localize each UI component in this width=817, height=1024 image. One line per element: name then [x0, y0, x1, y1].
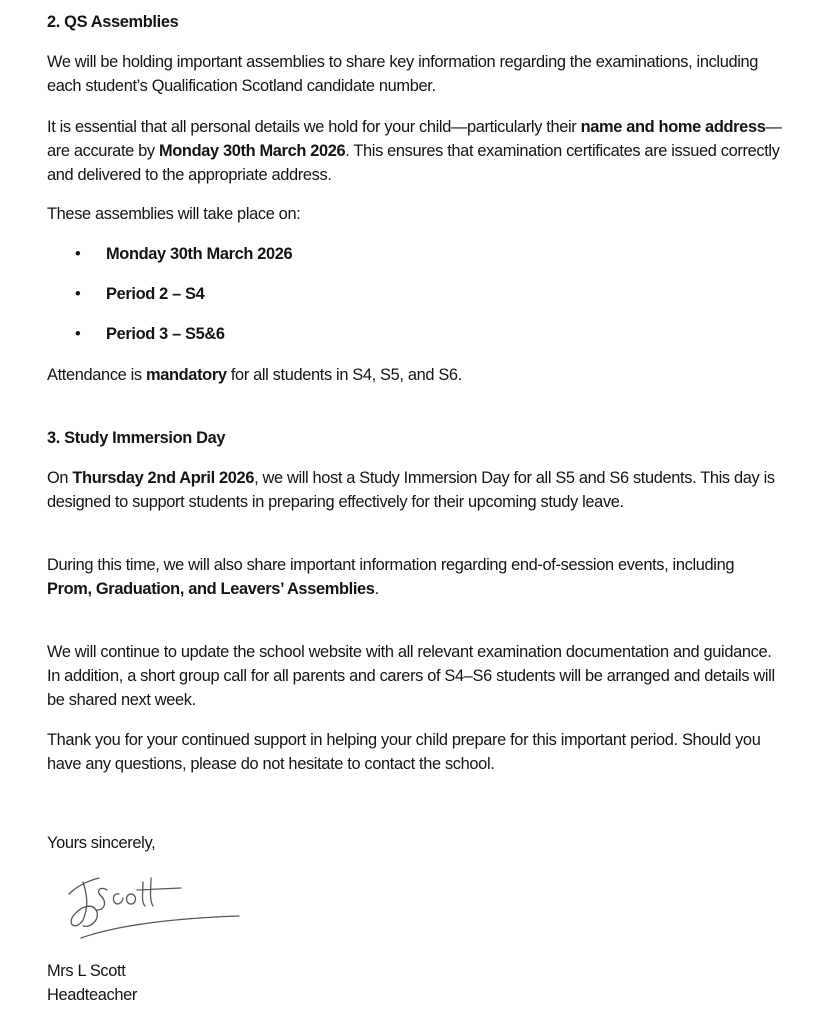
bold-events: Prom, Graduation, and Leavers’ Assemblies: [47, 580, 375, 598]
thank-you-paragraph: Thank you for your continued support in helping your child prepare for this important period. Should you have any questions, please do not hesitate to contact the school.: [47, 731, 761, 773]
qs-attendance-paragraph: [47, 363, 782, 387]
text-run: Attendance is: [47, 366, 146, 384]
qs-details-paragraph: [47, 115, 782, 187]
signatory-name: Mrs L Scott: [47, 962, 126, 980]
text-run: —are accurate by: [47, 118, 782, 160]
study-events-paragraph: [47, 553, 782, 601]
text-run: It is essential that all personal details we hold for your child—particularly their: [47, 118, 581, 136]
bold-deadline-date: Monday 30th March 2026: [158, 142, 346, 160]
website-update-paragraph: We will continue to update the school website with all relevant examination documentation and guidance. In addition, a short group call for all parents and carers of S4–S6 students will be arranged and details will be shared next week.: [47, 643, 775, 709]
list-item-label: Monday 30th March 2026: [106, 245, 293, 263]
text-run: On: [47, 469, 73, 487]
qs-intro-paragraph: We will be holding important assemblies to share key information regarding the examinations, including each student’s Qualification Scotland candidate number.: [47, 53, 759, 95]
signatory-role: Headteacher: [47, 986, 138, 1004]
text-run: for all students in S4, S5, and S6.: [226, 366, 462, 384]
bold-name-address: name and home address: [580, 118, 766, 136]
bullet-icon: •: [75, 325, 81, 343]
text-run: During this time, we will also share important information regarding end-of-session events, including: [47, 556, 735, 574]
text-run: . This ensures that examination certificates are issued correctly and delivered to the appropriate address.: [47, 142, 780, 184]
bold-mandatory: mandatory: [145, 366, 227, 384]
sign-off: Yours sincerely,: [47, 834, 156, 852]
section-heading-qs-assemblies: 2. QS Assemblies: [47, 13, 179, 31]
bold-study-date: Thursday 2nd April 2026: [72, 469, 255, 487]
list-item-label: Period 3 – S5&6: [106, 325, 225, 343]
text-run: , we will host a Study Immersion Day for all S5 and S6 students. This day is designed to support students in preparing effectively for their upcoming study leave.: [47, 469, 775, 511]
section-heading-study-immersion-day: 3. Study Immersion Day: [47, 429, 226, 447]
list-item-label: Period 2 – S4: [106, 285, 205, 303]
bullet-icon: •: [75, 245, 81, 263]
text-run: .: [374, 580, 379, 598]
bullet-icon: •: [75, 285, 81, 303]
qs-schedule-intro: These assemblies will take place on:: [47, 205, 301, 223]
handwritten-signature-icon: [61, 872, 261, 942]
study-intro-paragraph: [47, 466, 782, 514]
